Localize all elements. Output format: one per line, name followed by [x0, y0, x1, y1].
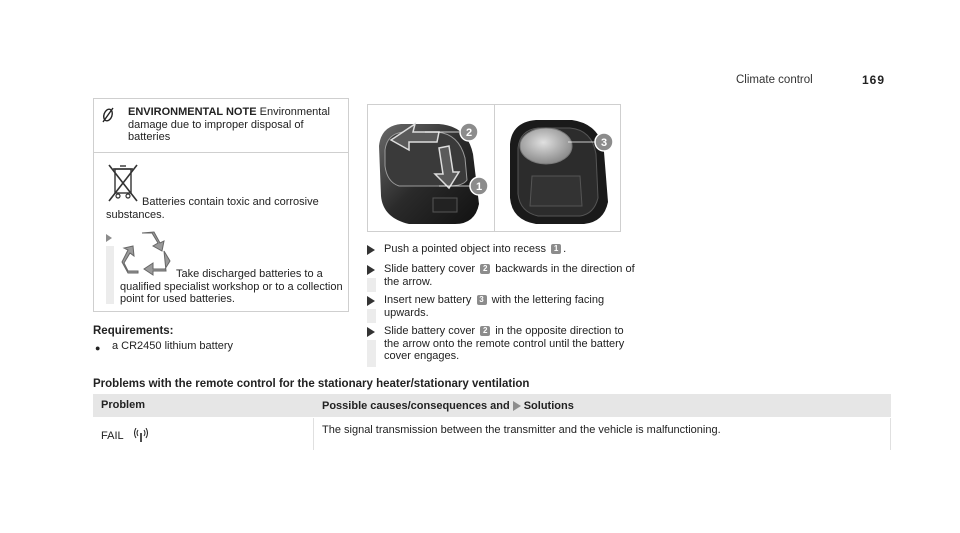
step-2-callout: 2: [480, 264, 490, 274]
step-3: [384, 294, 636, 319]
callout-1-label: 1: [475, 181, 483, 193]
section-title: Climate control: [736, 74, 813, 86]
solution-cell: The signal transmission between the transmitter and the vehicle is malfunctioning.: [322, 424, 721, 436]
battery-cover-removal-image: [369, 106, 493, 230]
solution-arrow-icon: [513, 401, 521, 411]
environmental-note-text: [128, 106, 342, 144]
leaf-icon: [101, 107, 115, 123]
problems-table-header: [93, 394, 891, 417]
step-arrow-icon: [367, 296, 375, 306]
step-arrow-icon: [367, 327, 375, 337]
page-number: 169: [862, 73, 886, 87]
step-3-callout: 3: [477, 295, 487, 305]
environmental-note-header: [94, 99, 348, 153]
callout-2-label: 2: [465, 127, 473, 139]
step-1-callout: 1: [551, 244, 561, 254]
step-4: [384, 325, 636, 363]
environmental-note-label: ENVIRONMENTAL NOTE: [128, 106, 257, 118]
antenna-signal-icon: [134, 428, 148, 442]
instruction-bar: [106, 246, 114, 304]
environmental-note-body: Environmental damage due to improper disposal of batteries: [128, 106, 330, 143]
step-3-pre: Insert new battery: [384, 294, 472, 306]
step-4-pre: Slide battery cover: [384, 325, 476, 337]
step-1-pre: Push a pointed object into recess: [384, 243, 547, 255]
step-4-callout: 2: [480, 326, 490, 336]
requirements-title: Requirements:: [93, 325, 174, 337]
callout-3-label: 3: [600, 137, 608, 149]
step-4-post: in the opposite direction to the arrow onto the remote control until the battery cover engages.: [384, 325, 625, 362]
environmental-note: [93, 98, 349, 312]
step-1: [384, 243, 636, 256]
step-arrow-icon: [367, 245, 375, 255]
column-header-causes: Possible causes/consequences and: [322, 400, 510, 412]
table-column-divider: [313, 418, 314, 450]
column-header-solutions: Solutions: [523, 400, 574, 412]
step-1-post: .: [563, 243, 567, 255]
bullet-icon: ●: [95, 343, 101, 353]
step-bar: [367, 340, 376, 367]
step-2-pre: Slide battery cover: [384, 263, 476, 275]
step-2-post: backwards in the direction of the arrow.: [384, 263, 635, 288]
problem-cell: FAIL: [101, 430, 124, 442]
column-header-causes-solutions: [322, 400, 574, 412]
remote-key-images: [367, 104, 621, 232]
step-2: [384, 263, 636, 288]
step-arrow-icon: [367, 265, 375, 275]
step-bar: [367, 278, 376, 292]
instruction-arrow-icon: [106, 234, 112, 242]
column-header-problem: Problem: [101, 399, 146, 411]
battery-insertion-image: [496, 106, 620, 230]
batteries-warning-text: Batteries contain toxic and corrosive substances.: [106, 196, 319, 221]
problems-table-title: Problems with the remote control for the stationary heater/stationary ventilation: [93, 378, 530, 390]
table-right-border: [890, 418, 891, 450]
step-3-post: with the lettering facing upwards.: [384, 294, 605, 319]
requirement-item: a CR2450 lithium battery: [112, 340, 234, 352]
image-divider: [494, 105, 495, 231]
step-bar: [367, 309, 376, 323]
recycle-instruction-text: Take discharged batteries to a qualified specialist workshop or to a collection point for used batteries.: [120, 268, 343, 305]
